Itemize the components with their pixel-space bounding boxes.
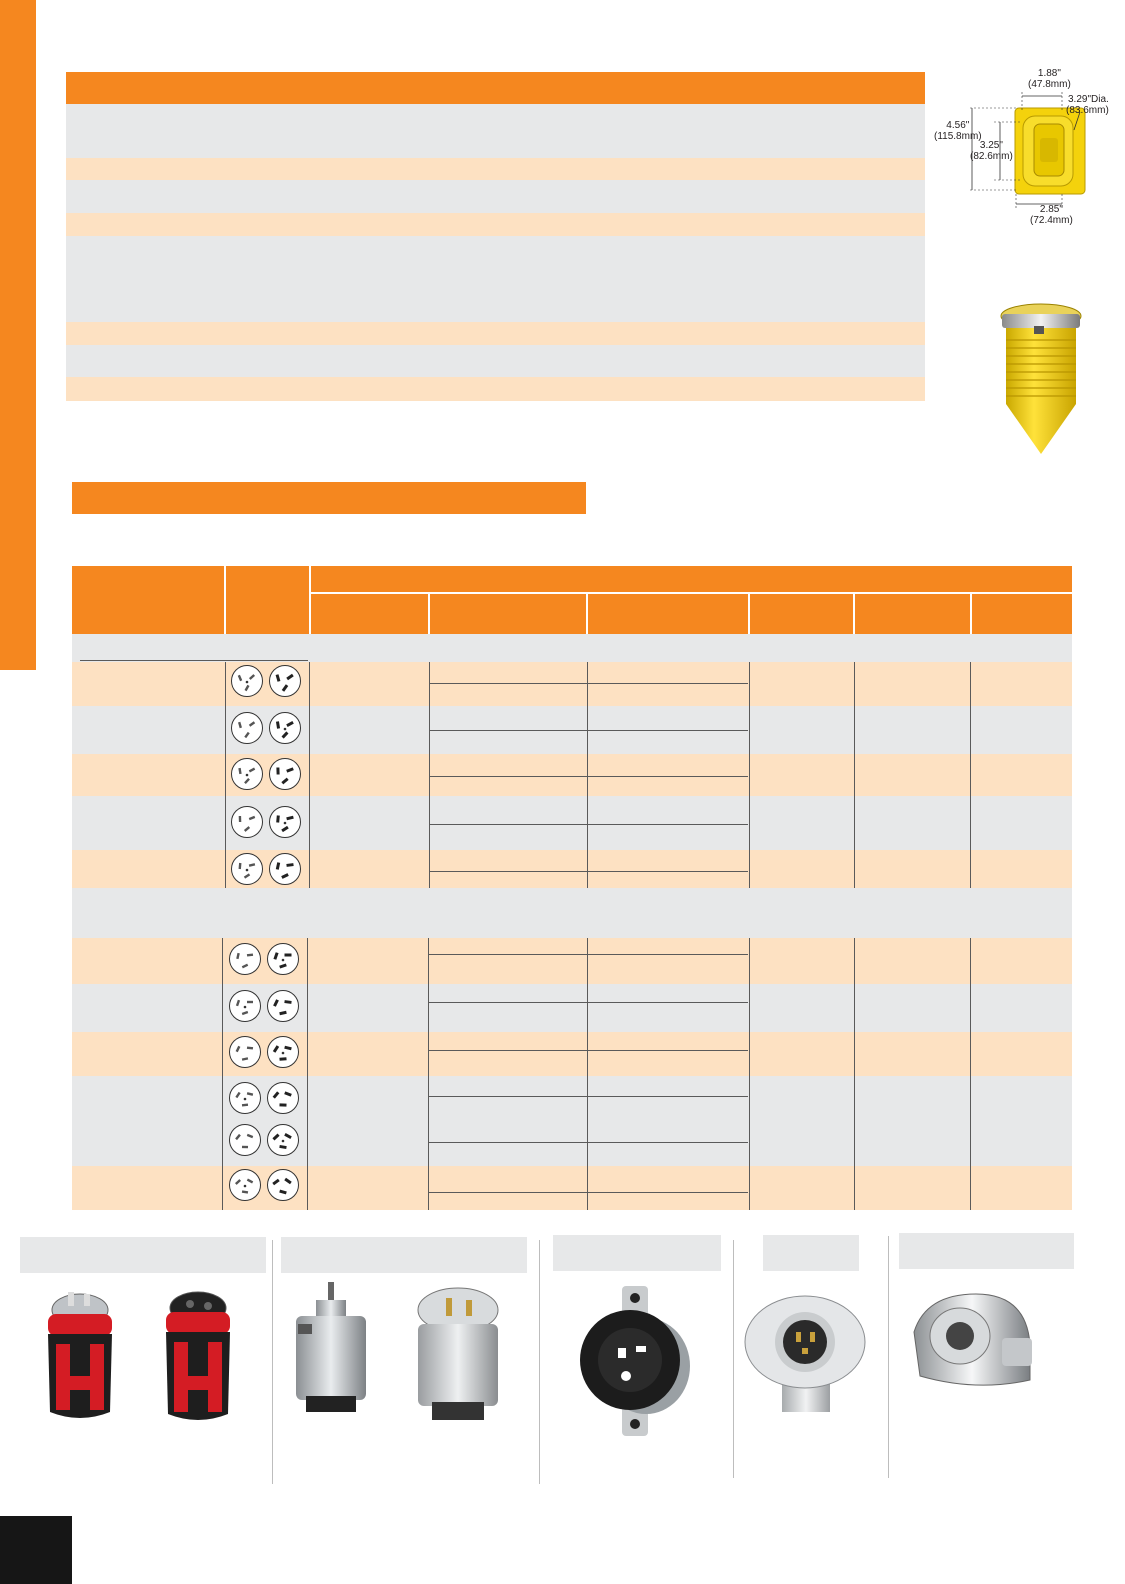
caption-bar-stainless-inlet [899,1233,1074,1269]
dim-diameter-label: 3.29"Dia. (83.6mm) [1066,94,1109,116]
sub-row-line [429,1192,748,1193]
yellow-cover-icon [996,300,1086,458]
sub-row-line [430,871,748,872]
nema-locking-receptacle-face-icon [228,989,262,1023]
header-divider [224,566,226,634]
side-strip [0,0,36,670]
metal-connector-icon [290,1280,374,1430]
nema-face-icon-pair [230,805,302,839]
nema-face-icon-pair [228,1168,300,1202]
top-table-row-2 [66,158,925,180]
header-divider [428,592,430,634]
main-table-header [72,566,1072,634]
caption-bar-plugs [281,1237,527,1273]
column-line [307,938,308,1210]
nema-face-icon-pair [228,1081,300,1115]
nema-locking-receptacle-face-icon [228,942,262,976]
yellow-cover-photo [996,300,1086,458]
top-table-row-1 [66,104,925,158]
nema-locking-plug-face-icon [266,1123,300,1157]
column-line [222,938,223,1210]
nema-locking-receptacle-face-icon [228,1123,262,1157]
nema-locking-plug-face-icon [266,1081,300,1115]
nema-locking-receptacle-face-icon [230,757,264,791]
nema-locking-receptacle-face-icon [230,852,264,886]
caption-bar-connectors [20,1237,266,1273]
sub-row-line [430,824,748,825]
column-line [749,938,750,1210]
nema-locking-plug-face-icon [266,1035,300,1069]
photo-divider [888,1236,889,1478]
nema-face-icon-pair [228,1035,300,1069]
header-divider [853,592,855,634]
table-row [72,754,1072,796]
top-table-row-3 [66,180,925,213]
nema-locking-receptacle-face-icon [230,711,264,745]
nema-face-icon-pair [230,711,302,745]
nema-locking-plug-face-icon [268,757,302,791]
nema-locking-plug-face-icon [268,664,302,698]
group-2-title-row [72,888,1072,938]
photo-divider [539,1240,540,1484]
nema-locking-plug-face-icon [266,942,300,976]
group-1-underline [80,660,308,661]
top-table-row-7 [66,345,925,377]
section-header-bar [72,482,586,514]
header-divider [309,566,311,634]
header-divider-horizontal [310,592,1072,594]
header-divider [586,592,588,634]
nema-face-icon-pair [228,942,300,976]
header-divider [970,592,972,634]
dim-base-width-label: 2.85" (72.4mm) [1030,204,1073,226]
header-divider [748,592,750,634]
column-line [225,662,226,888]
dim-width-label: 1.88" (47.8mm) [1028,68,1071,90]
page-number-tab [0,1516,72,1584]
nema-locking-plug-face-icon [268,805,302,839]
sub-row-line [430,683,748,684]
sub-row-line [429,1050,748,1051]
nema-face-icon-pair [228,989,300,1023]
stainless-inlet-icon [906,1284,1046,1400]
sub-row-line [429,1096,748,1097]
top-table-row-5 [66,236,925,322]
enclosure-dimension-drawing [930,64,1120,234]
caption-bar-inlet [763,1235,859,1271]
dim-height-label: 4.56" (115.8mm) [934,120,982,142]
table-row [72,662,1072,706]
column-line [428,938,429,1210]
black-flanged-receptacle-icon [576,1284,694,1440]
column-line [854,662,855,888]
column-line [854,938,855,1210]
group-1-title-row [72,634,1072,662]
nema-locking-receptacle-face-icon [230,664,264,698]
column-line [587,938,588,1210]
nema-locking-receptacle-face-icon [228,1035,262,1069]
table-row [72,796,1072,850]
nema-locking-plug-face-icon [268,852,302,886]
top-table-row-6 [66,322,925,345]
nema-face-icon-pair [230,757,302,791]
column-line [970,938,971,1210]
nema-face-icon-pair [228,1123,300,1157]
sub-row-line [430,730,748,731]
column-line [309,662,310,888]
sub-row-line [430,776,748,777]
dim-inner-height-label: 3.25" (82.6mm) [970,140,1013,162]
column-line [587,662,588,888]
red-locking-connector-icon [156,1286,240,1426]
sub-row-line [429,1002,748,1003]
photo-divider [272,1240,273,1484]
top-table-row-4 [66,213,925,236]
caption-bar-receptacle [553,1235,721,1271]
sub-row-line [429,954,748,955]
top-table-row-8 [66,377,925,401]
nema-face-icon-pair [230,664,302,698]
nema-locking-plug-face-icon [266,989,300,1023]
column-line [749,662,750,888]
yellow-enclosure-icon [930,64,1120,234]
nema-locking-plug-face-icon [266,1168,300,1202]
nema-face-icon-pair [230,852,302,886]
nema-locking-receptacle-face-icon [230,805,264,839]
metal-plug-icon [412,1284,504,1432]
red-locking-plug-icon [38,1288,122,1424]
photo-divider [733,1240,734,1478]
table-row [72,850,1072,888]
top-table-header [66,72,925,104]
flanged-inlet-icon [742,1292,868,1416]
nema-locking-plug-face-icon [268,711,302,745]
sub-row-line [429,1142,748,1143]
column-line [970,662,971,888]
nema-locking-receptacle-face-icon [228,1168,262,1202]
column-line [429,662,430,888]
nema-locking-receptacle-face-icon [228,1081,262,1115]
